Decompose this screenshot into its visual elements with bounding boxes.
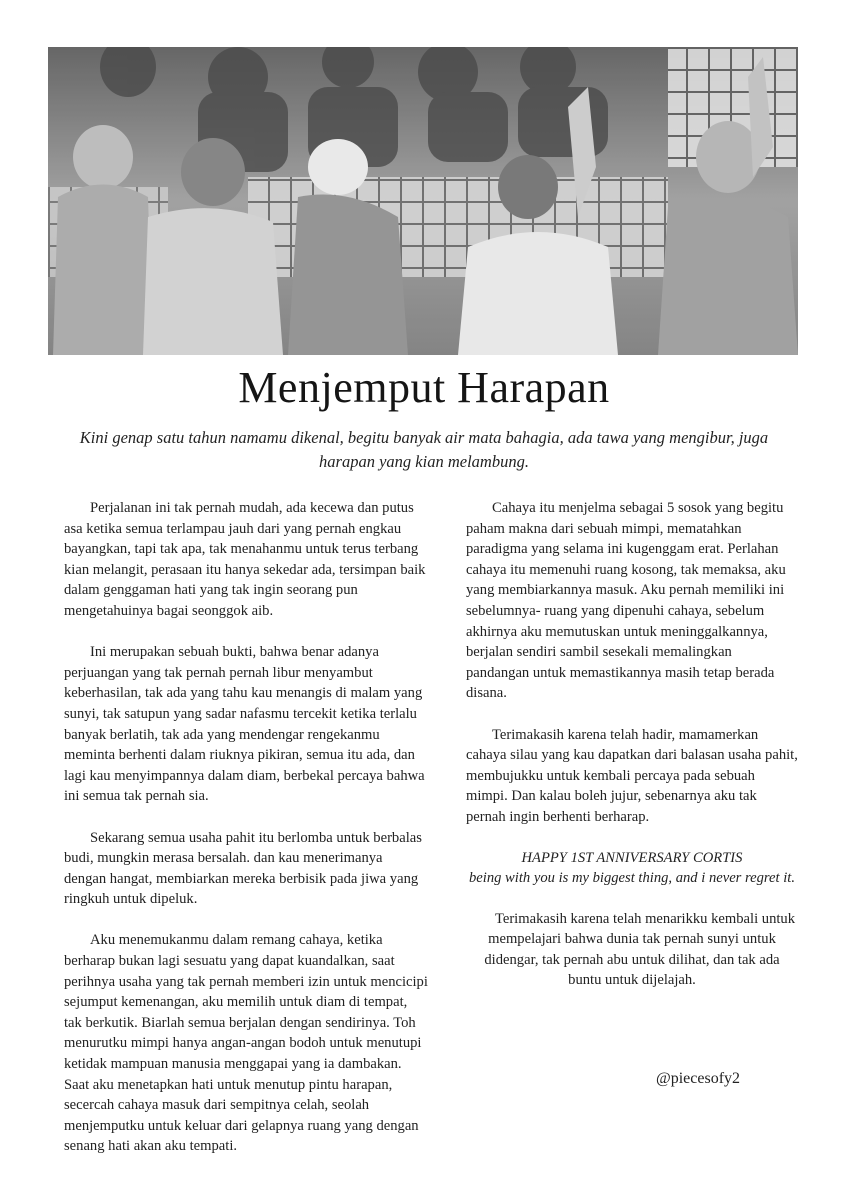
paragraph: Aku menemukanmu dalam remang cahaya, ketika berharap bukan lagi sesuatu yang dapat kuandalkan, saat perihnya usaha yang tak pernah memberi izin untuk mencicipi sejumput kemenangan, aku memilih untuk diam di tempat, tak berkutik. Biarlah semua berjalan dengan sendirinya. Toh menurutku mimpi hanya angan-angan bodoh untuk menutupi ketidak mampuan manusia menggapai yang ia dambakan. Saat aku menetapkan hati untuk menutup pintu harapan, secercah cahaya masuk dari sempitnya celah, seolah menjemputku untuk keluar dari gelapnya ruang yang dengan senang hati akan aku tempati.	[64, 932, 428, 1155]
anniversary-note	[466, 848, 798, 888]
right-column	[466, 498, 798, 1012]
paragraph: Perjalanan ini tak pernah mudah, ada kecewa dan putus asa ketika semua terlampau jauh dari yang pernah engkau bayangkan, tapi tak apa, tak menahanmu untuk terus terbang kian melangit, perasaan itu hanya sekedar ada, tersimpan baik dalam genggaman hati yang tak ingin seorang pun mengetahuinya bagai seonggok aib.	[64, 500, 426, 619]
left-column	[64, 498, 428, 1178]
page-title: Menjemput Harapan	[238, 363, 610, 412]
paragraph: Terimakasih karena telah hadir, mamamerkan cahaya silau yang kau dapatkan dari balasan usaha pahit, membujukku untuk kembali percaya pada sebuah mimpi. Dan kalau boleh jujur, sebenarnya aku tak pernah ingin berhenti berharap.	[466, 726, 798, 825]
anniversary-heading: HAPPY 1ST ANNIVERSARY CORTIS	[521, 850, 743, 867]
intro-subtitle: Kini genap satu tahun namamu dikenal, begitu banyak air mata bahagia, ada tawa yang mengibur, juga harapan yang kian melambung.	[79, 428, 769, 471]
anniversary-tagline: being with you is my biggest thing, and i never regret it.	[468, 870, 795, 887]
header-photo	[48, 47, 798, 355]
paragraph: Ini merupakan sebuah bukti, bahwa benar adanya perjuangan yang tak pernah pernah libur menyambut keberhasilan, tak ada yang tahu kau menangis di malam yang sunyi, tak satupun yang sadar nafasmu tercekit ketika terlalu banyak berlatih, tak ada yang mendengar rengekanmu meminta berhenti dalam riuknya pikiran, semua itu ada, dan lagi kau menyimpannya dalam diam, berbekal percaya bahwa ini semua tak pernah sia.	[64, 644, 425, 805]
paragraph: Sekarang semua usaha pahit itu berlomba untuk berbalas budi, mungkin merasa bersalah. dan kau menerimanya dengan hangat, membiarkan mereka berbisik pada jiwa yang ringkuh untuk dipeluk.	[64, 829, 422, 908]
paragraph: Cahaya itu menjelma sebagai 5 sosok yang begitu paham makna dari sebuah mimpi, mematahkan paradigma yang selama ini kugenggam erat. Perlahan cahaya itu memenuhi ruang kosong, tak memaksa, aku yang membiarkannya masuk. Aku pernah memiliki ini sebelumnya- ruang yang dipenuhi cahaya, sebelum akhirnya aku memutuskan untuk meninggalkannya, berjalan sendiri sambil sesekali memalingkan pandangan untuk memastikannya masih tetap berada disana.	[466, 500, 786, 702]
stage-photo-illustration	[48, 47, 798, 355]
closing-paragraph: Terimakasih karena telah menarikku kembali untuk mempelajari bahwa dunia tak pernah sunyi untuk didengar, tak pernah abu untuk dilihat, dan tak ada buntu untuk dijelajah.	[484, 910, 796, 989]
author-handle: @piecesofy2	[656, 1070, 741, 1087]
